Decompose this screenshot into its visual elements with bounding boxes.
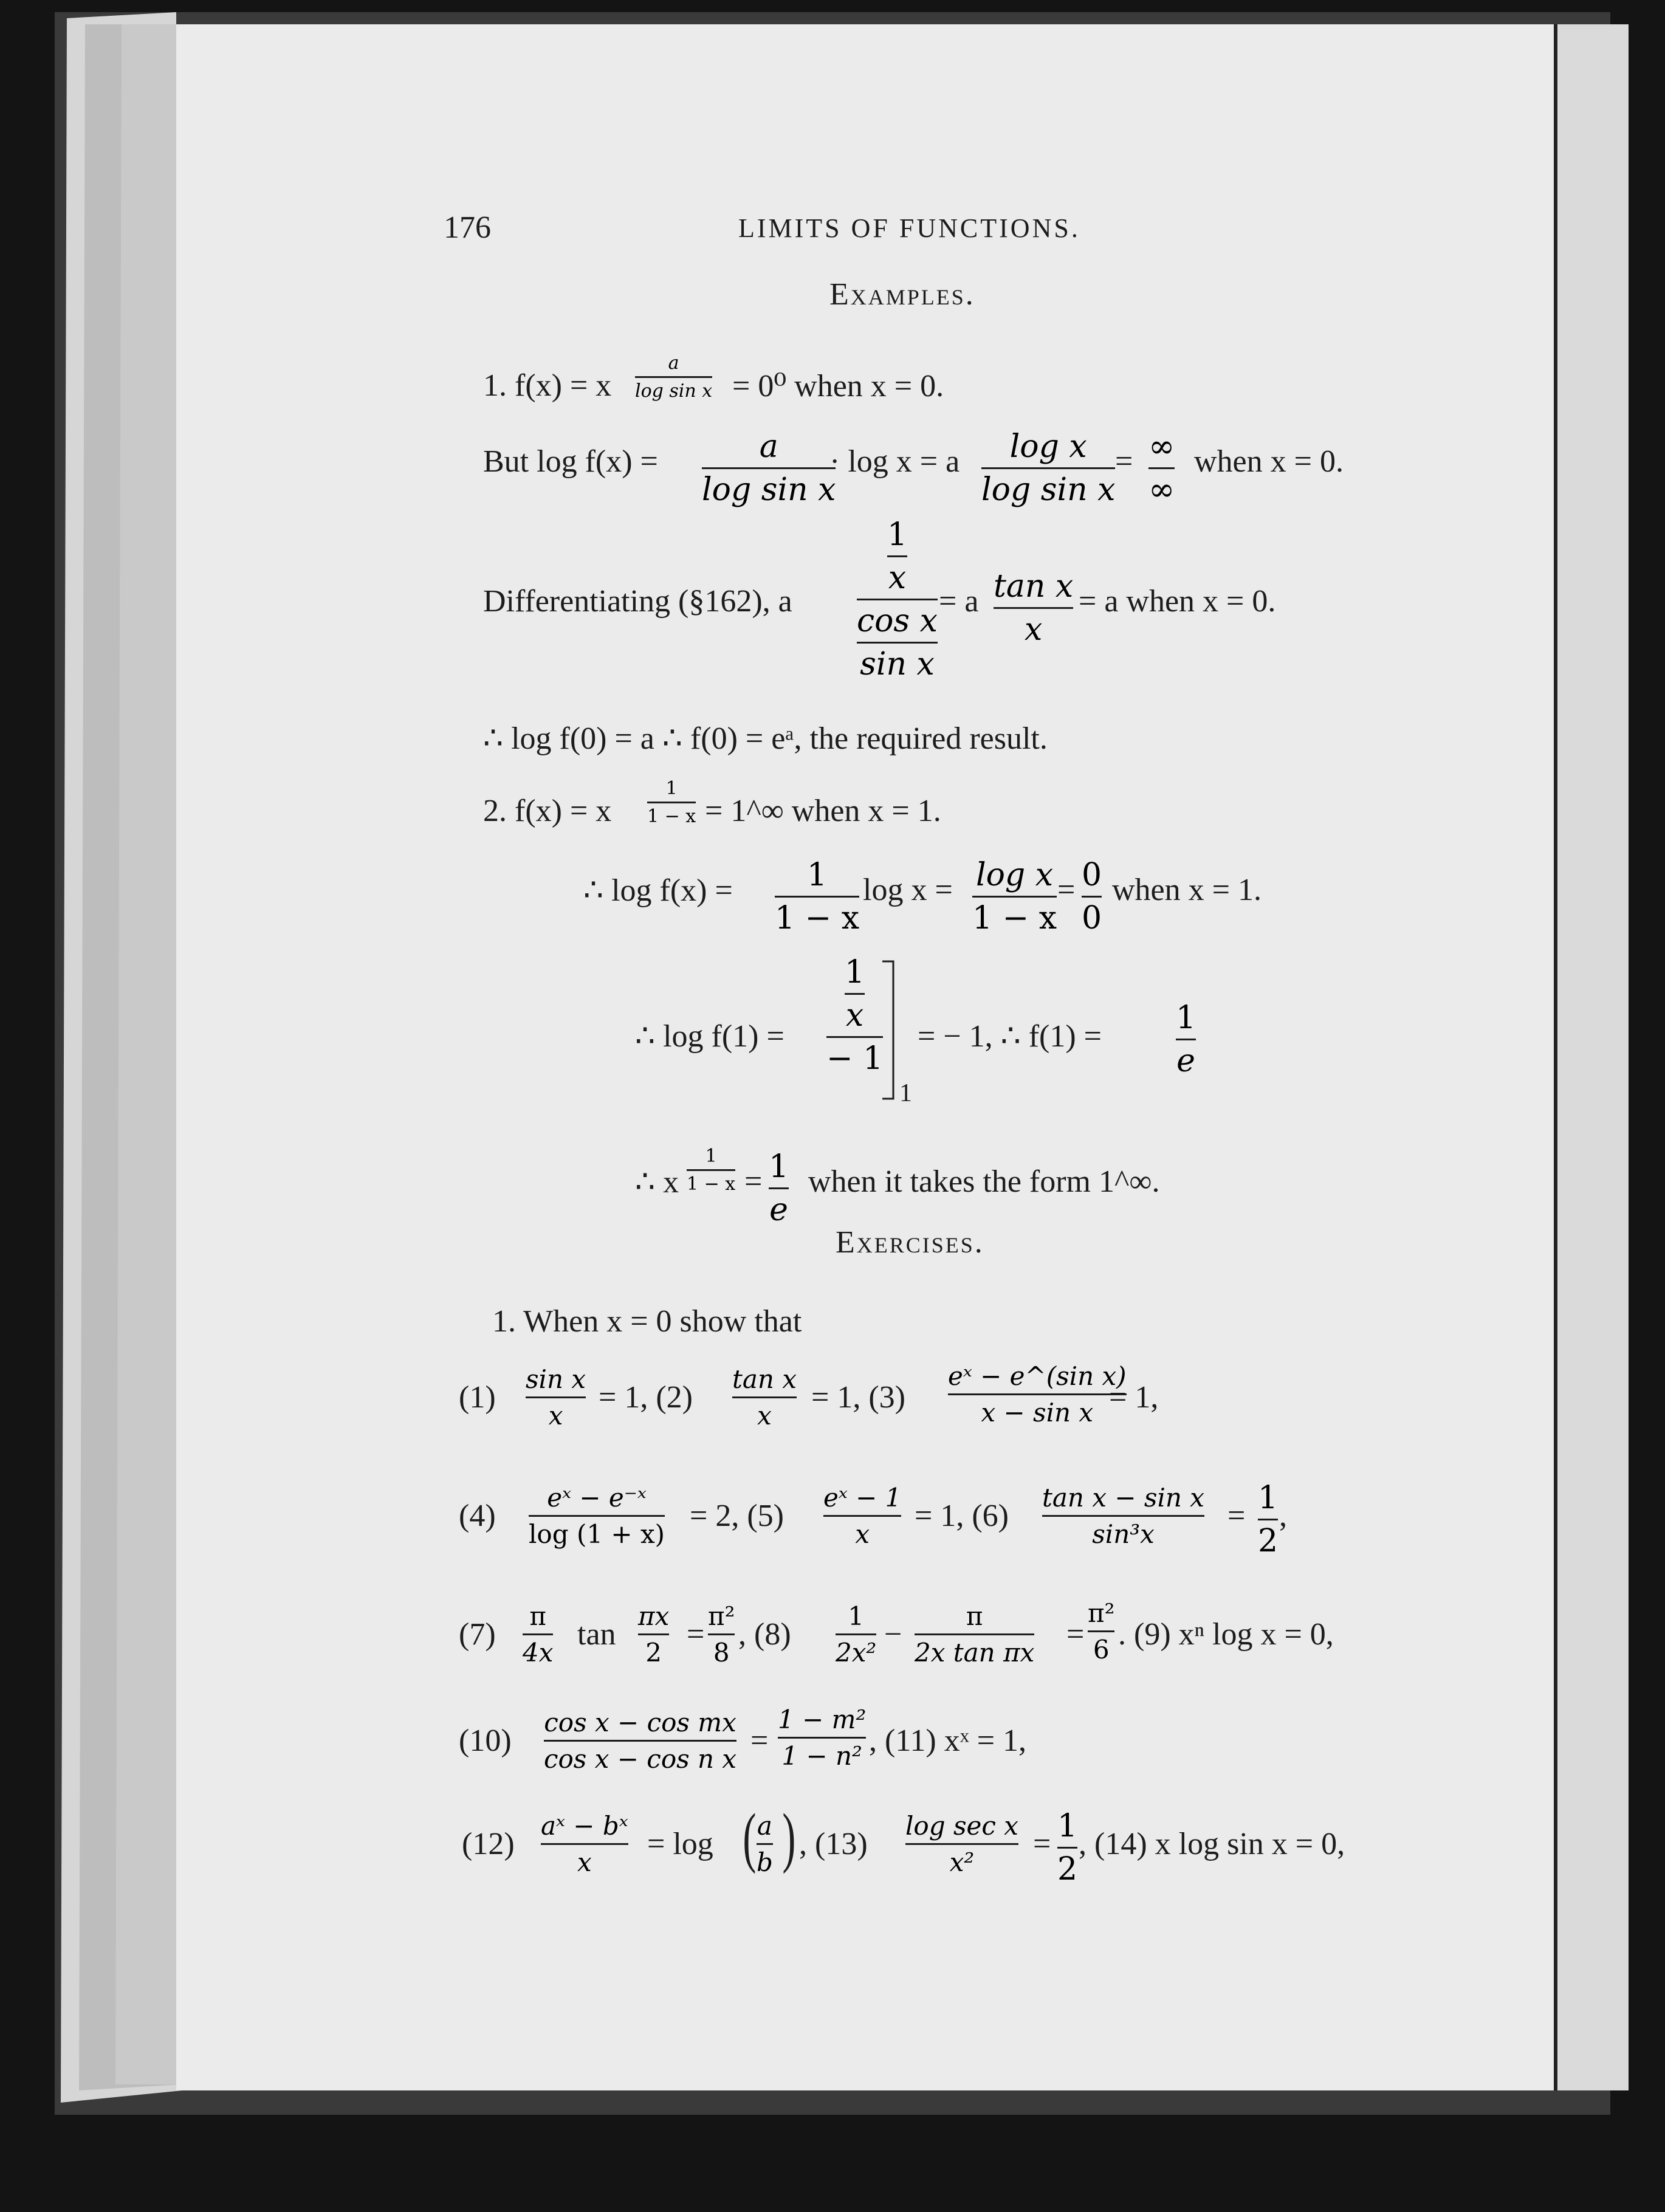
ex2-line4-tail: when it takes the form 1^∞.: [808, 1164, 1160, 1199]
ex-r4-text2: , (11) xˣ = 1,: [869, 1723, 1027, 1758]
ex-r1-label: (1): [459, 1380, 496, 1415]
exp-num: a: [668, 352, 679, 374]
frac-den: 1 − x: [972, 900, 1057, 936]
exercises-intro: 1. When x = 0 show that: [492, 1304, 802, 1339]
ex-r3-frac1: [523, 1601, 553, 1668]
ex-r5-paren-open: (: [743, 1800, 757, 1874]
ex-r4-frac2: [778, 1705, 866, 1771]
page-number: 176: [444, 210, 491, 245]
exp-den: 1 − x: [647, 806, 696, 827]
ex1-line2-eq: =: [1115, 444, 1133, 479]
frac-num: 1: [1057, 1808, 1078, 1844]
frac-num: log sec x: [905, 1811, 1018, 1841]
ex2-line1-rhs: = 1^∞ when x = 1.: [705, 794, 941, 828]
frac-den: 1 − n²: [781, 1741, 862, 1771]
ex-r4-label: (10): [459, 1723, 512, 1758]
ex1-line2-tail: when x = 0.: [1194, 444, 1344, 479]
ex1-line3-compound-frac: [857, 517, 938, 682]
ex2-line2-frac1: [775, 857, 859, 936]
frac-den: 0: [1082, 900, 1102, 936]
frac-den: x: [845, 997, 864, 1034]
frac-den: x: [888, 560, 907, 596]
ex-r5-label: (12): [462, 1827, 515, 1861]
ex-r2-frac4: [1258, 1480, 1278, 1559]
ex-r3-text2: =: [687, 1617, 705, 1652]
ex2-line3-mid: = − 1, ∴ f(1) =: [918, 1019, 1102, 1054]
ex2-line3-sub: 1: [899, 1079, 912, 1107]
ex-r3-frac4: [836, 1601, 876, 1668]
ex2-line2-mid: log x =: [863, 873, 953, 907]
ex1-line3-mid: = a: [939, 584, 979, 619]
ex-r2-text3: =: [1227, 1499, 1246, 1533]
frac-num: cos x: [857, 603, 938, 639]
ex-r3-frac3: [708, 1601, 735, 1668]
frac-num: eˣ − e⁻ˣ: [547, 1483, 647, 1513]
frac-num: tan x: [732, 1364, 797, 1394]
frac-den: log (1 + x): [529, 1519, 665, 1549]
ex-r5-frac4: [1057, 1808, 1077, 1887]
ex-r3-text3: , (8): [738, 1617, 791, 1652]
upper-frac: [845, 954, 865, 1034]
ex-r5-text2: , (13): [799, 1827, 868, 1861]
ex-r3-frac2: [638, 1601, 669, 1668]
ex2-line4-eq: =: [744, 1164, 763, 1199]
frac-den: x: [855, 1519, 870, 1549]
frac-num: tan x − sin x: [1042, 1483, 1204, 1513]
frac-num: 1: [848, 1601, 864, 1631]
frac-den: sin³x: [1092, 1519, 1155, 1549]
frac-den: 6: [1093, 1635, 1110, 1664]
ex2-line1-lhs: 2. f(x) = x: [483, 794, 612, 828]
ex1-line1-rhs: = 0⁰ when x = 0.: [732, 369, 944, 404]
frac-num: 1: [1176, 1000, 1196, 1036]
frac-num: 1: [769, 1149, 789, 1185]
frac-den: log sin x: [702, 472, 836, 508]
frac-den: cos x − cos n x: [544, 1744, 737, 1774]
ex-r5-frac1: [541, 1811, 628, 1877]
ex-r3-text1: tan: [577, 1617, 616, 1652]
ex-r1-text1: = 1, (2): [599, 1380, 693, 1415]
ex2-line2-frac2: [972, 857, 1057, 936]
ex1-line2-lhs: But log f(x) =: [483, 444, 658, 479]
exp-den: log sin x: [635, 380, 713, 402]
frac-num: cos x − cos mx: [544, 1708, 736, 1737]
frac-den: 2x tan πx: [915, 1638, 1035, 1668]
ex1-line2-frac1: [702, 428, 836, 508]
frac-den: e: [1176, 1043, 1195, 1079]
ex-r4-frac1: [544, 1708, 736, 1774]
upper-frac: [887, 517, 907, 596]
frac-den: x − sin x: [981, 1398, 1094, 1427]
frac-den: 2: [645, 1638, 662, 1668]
ex-r2-frac1: [529, 1483, 665, 1549]
ex1-line3-frac: [994, 568, 1073, 648]
frac-num: ∞: [1148, 428, 1175, 465]
ex-r3-frac6: [1088, 1598, 1114, 1664]
ex-r3-text6: . (9) xⁿ log x = 0,: [1118, 1617, 1334, 1652]
ex-r3-frac5: [915, 1601, 1034, 1668]
ex-r1-frac1: [526, 1364, 586, 1431]
ex2-line1-exponent: [647, 778, 696, 827]
ex2-line2-lhs: ∴ log f(x) =: [583, 873, 733, 908]
ex1-line1-lhs: 1. f(x) = x: [483, 368, 612, 403]
frac-num: 1 − m²: [778, 1705, 867, 1734]
exp-den: 1 − x: [687, 1173, 736, 1195]
ex1-line4: ∴ log f(0) = a ∴ f(0) = eᵃ, the required result.: [483, 721, 1048, 756]
exercises-heading: Exercises.: [836, 1225, 984, 1260]
frac-den: x: [1024, 611, 1043, 648]
ex-r2-text1: = 2, (5): [690, 1499, 784, 1533]
ex-r2-frac2: [823, 1483, 901, 1549]
frac-den: x: [577, 1847, 592, 1877]
frac-den: 4x: [523, 1638, 554, 1668]
frac-num: log x: [975, 857, 1054, 893]
frac-num: a: [757, 1811, 772, 1841]
frac-den: e: [769, 1192, 788, 1228]
ex-r2-label: (4): [459, 1499, 496, 1533]
ex1-line3-lhs: Differentiating (§162), a: [483, 584, 792, 619]
ex2-line3-compound-frac: [826, 954, 883, 1077]
frac-den: 1 − x: [775, 900, 860, 936]
ex2-line4-lhs: ∴ x: [635, 1165, 679, 1200]
frac-num: 1: [887, 517, 908, 553]
frac-num: tan x: [994, 568, 1074, 605]
ex1-line2-frac2: [981, 428, 1115, 508]
frac-den: 2: [1057, 1851, 1078, 1887]
frac-den: 2x²: [836, 1638, 877, 1668]
frac-num: π²: [708, 1601, 735, 1631]
ex1-line3-tail: = a when x = 0.: [1079, 584, 1276, 619]
ex-r1-text3: = 1,: [1109, 1380, 1159, 1415]
ex2-line4-exponent: [687, 1146, 735, 1195]
ex-r1-frac2: [732, 1364, 797, 1431]
evaluation-bracket: [881, 960, 899, 1100]
ex2-line2-eq: =: [1057, 873, 1076, 907]
frac-num: aˣ − bˣ: [541, 1811, 628, 1841]
ex-r2-text4: ,: [1279, 1499, 1287, 1533]
ex1-line2-frac3: [1148, 428, 1175, 508]
ex1-line2-mid: · log x = a: [829, 444, 960, 479]
frac-num: eˣ − 1: [823, 1483, 902, 1513]
ex-r5-text3: =: [1033, 1827, 1051, 1861]
running-head: LIMITS OF FUNCTIONS.: [738, 213, 1080, 243]
frac-num: a: [759, 428, 778, 465]
frac-num: eˣ − e^(sin x): [948, 1361, 1127, 1391]
ex2-line4-frac: [769, 1149, 789, 1228]
ex-r1-frac3: [948, 1361, 1127, 1427]
lower-frac: [857, 603, 938, 682]
frac-den: 2: [1258, 1523, 1279, 1559]
ex-r3-text4: −: [884, 1617, 902, 1652]
ex-r5-frac2: [757, 1811, 773, 1877]
exp-num: 1: [705, 1146, 717, 1167]
ex-r5-paren-close: ): [782, 1800, 796, 1874]
ex2-line2-frac3: [1082, 857, 1102, 936]
frac-num: log x: [1009, 428, 1087, 465]
ex-r1-text2: = 1, (3): [811, 1380, 905, 1415]
frac-num: sin x: [526, 1364, 586, 1394]
ex2-line3-lhs: ∴ log f(1) =: [635, 1019, 784, 1054]
ex-r2-frac3: [1042, 1483, 1204, 1549]
frac-den: sin x: [860, 646, 935, 682]
ex2-line2-tail: when x = 1.: [1112, 873, 1262, 907]
exp-num: 1: [665, 778, 678, 799]
frac-den: − 1: [826, 1040, 884, 1077]
frac-num: 1: [806, 857, 828, 893]
book-page: [182, 36, 1556, 2084]
ex-r3-label: (7): [459, 1617, 496, 1652]
frac-num: π: [529, 1601, 547, 1631]
frac-num: π: [966, 1601, 983, 1631]
frac-num: 0: [1082, 857, 1102, 893]
ex-r5-text4: , (14) x log sin x = 0,: [1079, 1827, 1345, 1861]
frac-den: x: [757, 1401, 772, 1431]
frac-den: 8: [713, 1638, 730, 1668]
frac-den: x: [548, 1401, 563, 1431]
ex-r5-text1: = log: [647, 1827, 713, 1861]
ex1-line1-exponent: [635, 352, 712, 402]
frac-num: 1: [845, 954, 865, 991]
ex-r5-frac3: [905, 1811, 1018, 1877]
ex2-line3-frac: [1176, 1000, 1196, 1079]
frac-den: log sin x: [981, 472, 1116, 508]
frac-num: π²: [1088, 1598, 1115, 1628]
ex-r4-text1: =: [750, 1723, 769, 1758]
ex-r3-text5: =: [1066, 1617, 1085, 1652]
frac-num: 1: [1258, 1480, 1279, 1516]
frac-num: πx: [638, 1601, 670, 1631]
ex-r2-text2: = 1, (6): [915, 1499, 1009, 1533]
frac-den: ∞: [1148, 472, 1175, 508]
examples-heading: Examples.: [829, 277, 975, 312]
frac-den: x²: [949, 1847, 975, 1877]
frac-den: b: [757, 1847, 773, 1877]
